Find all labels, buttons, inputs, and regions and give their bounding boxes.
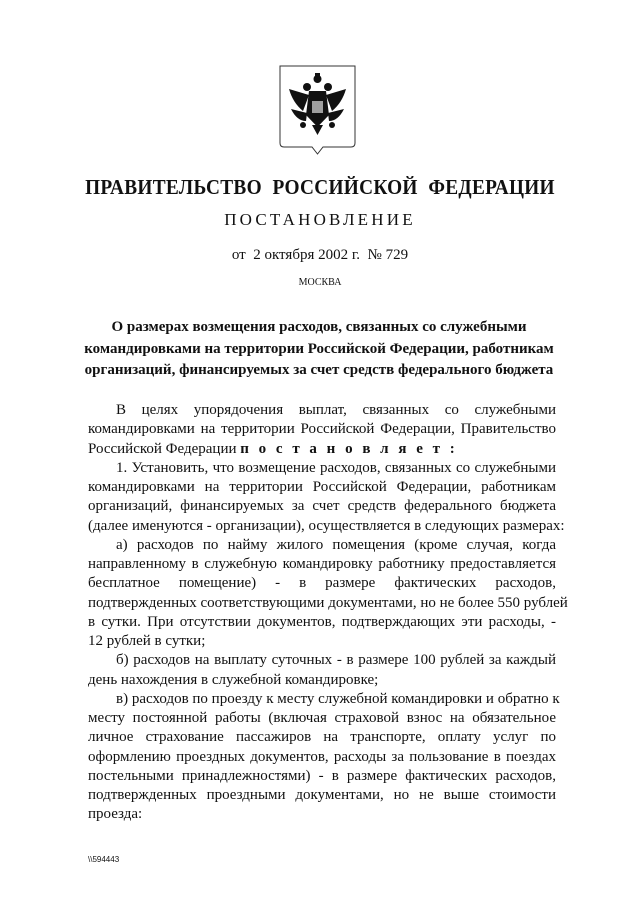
resolves-emphasis: п о с т а н о в л я е т : (240, 440, 458, 457)
document-body (88, 401, 568, 825)
text-line: организаций, финансируемых за счет средств федерального бюджета (88, 498, 556, 515)
title-line: О размерах возмещения расходов, связанных со служебными (111, 319, 527, 335)
text-line: бесплатное помещение) - в размере фактических расходов, (88, 575, 556, 592)
text-line (88, 440, 556, 459)
text-line: личное страхование пассажиров на транспорте, оплату услуг по (88, 729, 556, 746)
title-line: командировками на территории Российской Федерации, работникам (84, 340, 554, 357)
text-line: в сутки. При отсутствии документов, подтверждающих эти расходы, - (88, 613, 556, 630)
text-line: а) расходов по найму жилого помещения (кроме случая, когда (116, 536, 556, 553)
text-line: 12 рублей в сутки; (88, 633, 206, 649)
text-line: б) расходов на выплату суточных - в размере 100 рублей за каждый (116, 652, 556, 669)
document-type: ПОСТАНОВЛЕНИЕ (224, 210, 416, 229)
title-line: организаций, финансируемых за счет средств федерального бюджета (84, 362, 554, 378)
coat-of-arms-emblem (279, 65, 356, 155)
text-line: (далее именуются - организации), осуществляется в следующих размерах: (88, 517, 565, 534)
text-line: подтвержденных проездными документами, но не выше стоимости (88, 787, 556, 803)
document-id-footer: \\594443 (88, 855, 120, 864)
text-line: проезда: (88, 806, 143, 823)
paragraph-v (88, 690, 560, 825)
document-title (84, 317, 554, 382)
text-line: подтвержденных соответствующими документами, но не более 550 рублей (88, 594, 568, 611)
document-date-number: от 2 октября 2002 г. № 729 (231, 247, 409, 263)
text-line: В целях упорядочения выплат, связанных со служебными (116, 402, 556, 418)
paragraph-1 (88, 459, 565, 536)
text-line: направленному в служебную командировку работнику предоставляется (88, 556, 556, 572)
paragraph-preamble (88, 401, 556, 459)
text-line: командировками на территории Российской Федерации, Правительство (88, 421, 556, 438)
text-line: в) расходов по проезду к месту служебной командировки и обратно к (116, 690, 560, 707)
text-line: месту постоянной работы (включая страховой взнос на обязательное (88, 710, 556, 726)
government-name: ПРАВИТЕЛЬСТВО РОССИЙСКОЙ ФЕДЕРАЦИИ (85, 175, 555, 199)
text-line: 1. Установить, что возмещение расходов, связанных со служебными (116, 459, 556, 476)
paragraph-a (88, 536, 568, 652)
text-line: день нахождения в служебной командировке; (88, 671, 379, 688)
paragraph-b (88, 651, 556, 690)
text-line: оформлению проездных документов, расходы за пользование в поездах (88, 748, 556, 765)
text-line: постельными принадлежностями) - в размере фактических расходов, (88, 767, 556, 784)
text-span: Российской Федерации (88, 440, 241, 457)
document-city: МОСКВА (298, 277, 342, 288)
text-line: командировками на территории Российской Федерации, работникам (88, 479, 556, 495)
